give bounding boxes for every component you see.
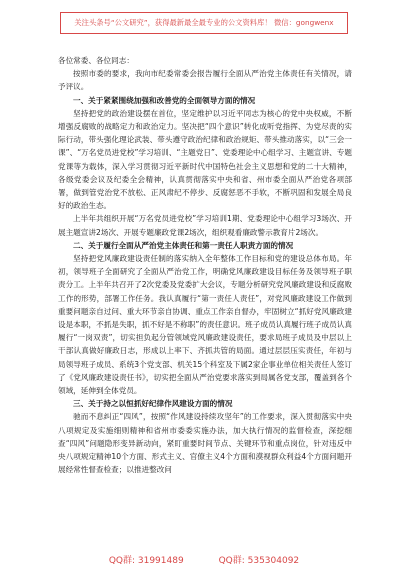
section-heading: 三、关于持之以恒抓好纪律作风建设方面的情况 xyxy=(73,399,233,409)
section-heading: 二、关于履行全面从严治党主体责任和第一责任人职责方面的情况 xyxy=(73,240,294,250)
qq-group-1: QQ群: 31991489 xyxy=(108,556,184,566)
section-paragraph: 上半年共组织开展“万名党员进党校”学习培训1期、党委理论中心组学习3场次、开展主题宣讲2场次、开展专题廉政党课2场次，组织观看廉政警示教育片2场次。 xyxy=(58,214,352,237)
footer-contacts xyxy=(0,553,408,566)
greeting: 各位常委、各位同志： xyxy=(58,56,134,65)
section-paragraph: 坚持把党风廉政建设责任制的落实纳入全年整体工作目标和党的建设总体布局。年初，领导班子全面研究了全面从严治党工作，明确党风廉政建设目标任务及领导班子职责分工。上半年共召开了2次党委及党委扩大会议，专题分析研究党风廉政建设和反腐败工作的形势，部署工作任务。我认真履行“第一责任人责任”，对党风廉政建设工作做到重要问题亲自过问、重大环节亲自协调、重点工作亲自督办，牢固树立“抓好党风廉政建设是本职，不抓是失职，抓不好是不称职”的责任意识。班子成员认真履行班子成员认真履行“一岗双责”，切实担负起分管领域党风廉政建设责任，要求局班子成员及中层以上干部认真做好廉政日志，形成以上率下、齐抓共管的局面。通过层层压实责任，年初与局领导班子成员、系统3个党支部、机关15个科室及下属2家企事业单位相关责任人签订了《党风廉政建设责任书》，切实把全面从严治党要求落实到局属各党支部，覆盖到各个领域，延伸到全体党员。 xyxy=(58,254,352,396)
section-paragraph: 坚持把党的政治建设摆在首位，坚定维护以习近平同志为核心的党中央权威，不断增强反腐败的战略定力和政治定力。坚决把“四个意识”转化成听党指挥、为党尽责的实际行动，带头强化理论武装、带头遵守政治纪律和政治规矩、带头推动落实，以“三会一课”、“万名党员进党校”学习培训、“主题党日”、党委理论中心组学习、主题宣讲、专题党课等为载体，深入学习贯彻习近平新时代中国特色社会主义思想和党的二十大精神，各级党委会议及纪委全会精神，认真贯彻落实中央和省、州市委全面从严治党各项部署，做到管党治党不放松、正风肃纪不停步、反腐惩恶不手软，不断巩固和发展全局良好的政治生态。 xyxy=(58,108,352,211)
qq-group-2: QQ群: 535304092 xyxy=(218,556,300,566)
section-paragraph: 驰而不息纠正“四风”，按照“作风建设持续攻坚年”的工作要求，深入贯彻落实中央八项规定及实施细则精神和省州市委委实施办法，加大执行情况的监督检查，深挖细查“四风”问题隐形变异新动向，紧盯重要时间节点、关键环节和重点岗位，针对违反中央八项规定精神10个方面、形式主义、官僚主义4个方面和漠视群众利益4个方面问题开展经常性督查检查；以推进整改问 xyxy=(58,412,352,475)
promo-banner: 关注头条号“公文研究”，获得最新最全最专业的公文资料库！ 微信：gongwenx xyxy=(60,12,348,34)
section-heading: 一、关于紧紧围绕加强和改善党的全面领导方面的情况 xyxy=(73,95,256,105)
document-body xyxy=(58,54,352,477)
intro-paragraph: 按照市委的要求，我向市纪委常委会报告履行全面从严治党主体责任有关情况，请予评议。 xyxy=(58,69,352,92)
